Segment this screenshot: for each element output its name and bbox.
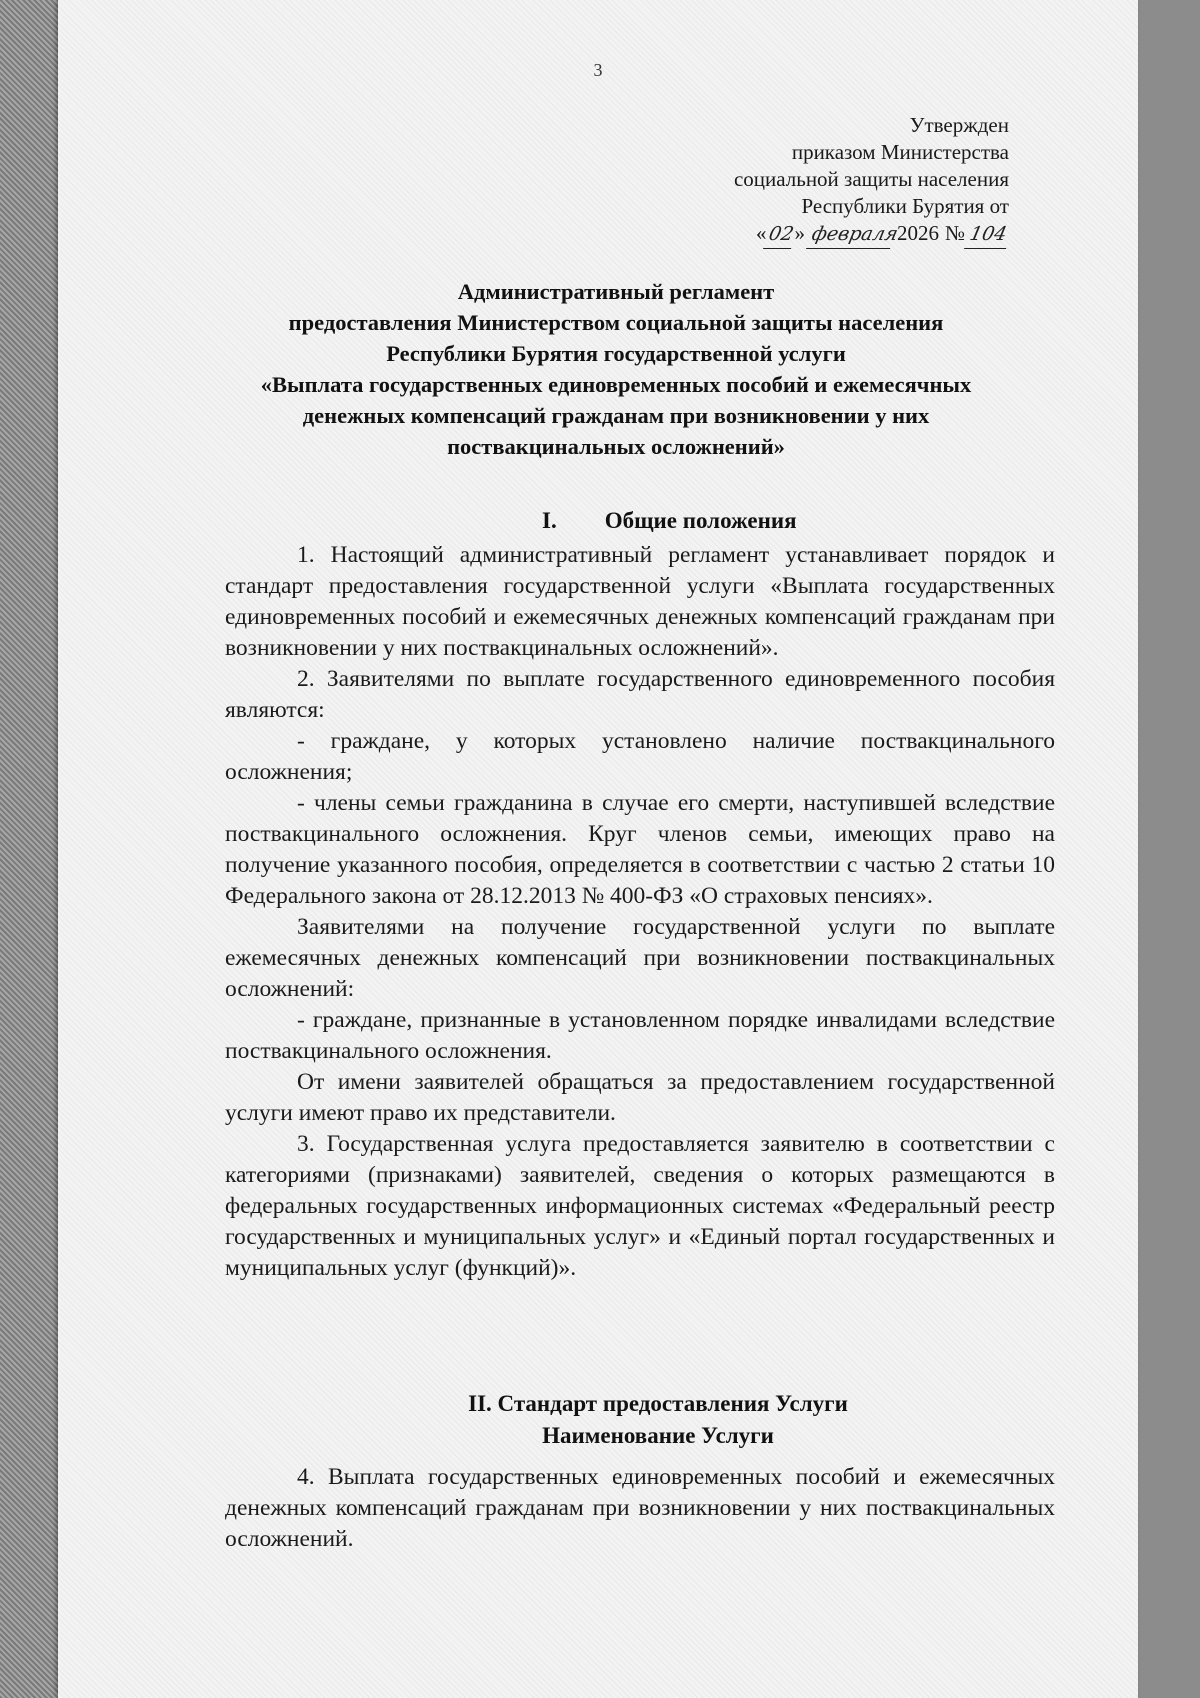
paragraph: Заявителями на получение государственной услуги по выплате ежемесячных денежных компенсаций при возникновении поствакцинальных осложнений: <box>225 914 1055 1002</box>
section-2-body <box>225 1462 1055 1555</box>
handwritten-order-number: 104 <box>964 221 1012 249</box>
section-1-body <box>225 540 1055 1284</box>
approval-block <box>734 112 1009 249</box>
approval-line: Республики Бурятия от <box>801 194 1009 218</box>
page-number: 3 <box>593 60 603 80</box>
paragraph: 1. Настоящий административный регламент устанавливает порядок и стандарт предоставления государственной услуги «Выплата государственных единовременных пособий и ежемесячных денежных компенсаций гражданам при возникновении у них поствакцинальных осложнений». <box>225 542 1055 661</box>
paragraph: - граждане, у которых установлено наличие поствакцинального осложнения; <box>225 728 1055 785</box>
section-2-title: II. Стандарт предоставления Услуги <box>468 1391 848 1416</box>
date-open-quote: « <box>755 221 767 245</box>
section-2-heading <box>358 1388 958 1452</box>
title-line: денежных компенсаций гражданам при возникновении у них <box>302 403 930 428</box>
paragraph: 2. Заявителями по выплате государственного единовременного пособия являются: <box>225 666 1055 723</box>
paragraph: - члены семьи гражданина в случае его смерти, наступившей вследствие поствакцинального осложнения. Круг членов семьи, имеющих право на получение указанного пособия, определяется в соответствии с частью 2 статьи 10 Федерального закона от 28.12.2013 № 400-ФЗ «О страховых пенсиях». <box>225 790 1055 909</box>
number-sign: № <box>944 221 965 245</box>
date-close-quote: » <box>794 221 805 245</box>
title-line: поствакцинальных осложнений» <box>447 434 785 459</box>
document-title <box>206 276 1026 462</box>
handwritten-day: 02 <box>763 221 797 249</box>
approval-line: социальной защиты населения <box>733 167 1009 191</box>
section-1-number: I. <box>542 508 557 533</box>
section-1-title: Общие положения <box>604 508 797 533</box>
title-line: «Выплата государственных единовременных пособий и ежемесячных <box>260 372 972 397</box>
title-line: Административный регламент <box>457 279 775 304</box>
section-2-subtitle: Наименование Услуги <box>542 1423 774 1448</box>
paragraph: 4. Выплата государственных единовременных пособий и ежемесячных денежных компенсаций гражданам при возникновении у них поствакцинальных осложнений. <box>225 1464 1055 1552</box>
handwritten-month: февраля <box>806 221 896 249</box>
document-page <box>58 0 1138 1698</box>
paragraph: - граждане, признанные в установленном порядке инвалидами вследствие поствакцинального осложнения. <box>225 1007 1055 1064</box>
approval-date-line <box>734 220 1009 249</box>
date-year: 2026 <box>896 221 939 245</box>
section-1-heading <box>542 508 797 534</box>
approval-line: приказом Министерства <box>791 140 1009 164</box>
paragraph: 3. Государственная услуга предоставляется заявителю в соответствии с категориями (признаками) заявителей, сведения о которых размещаются в федеральных государственных информационных системах «Федеральный реестр государственных и муниципальных услуг» и «Единый портал государственных и муниципальных услуг (функций)». <box>225 1131 1055 1281</box>
title-line: Республики Бурятия государственной услуги <box>386 341 846 366</box>
approval-line: Утвержден <box>909 113 1009 137</box>
paragraph: От имени заявителей обращаться за предоставлением государственной услуги имеют право их представители. <box>225 1069 1055 1126</box>
title-line: предоставления Министерством социальной защиты населения <box>288 310 944 335</box>
